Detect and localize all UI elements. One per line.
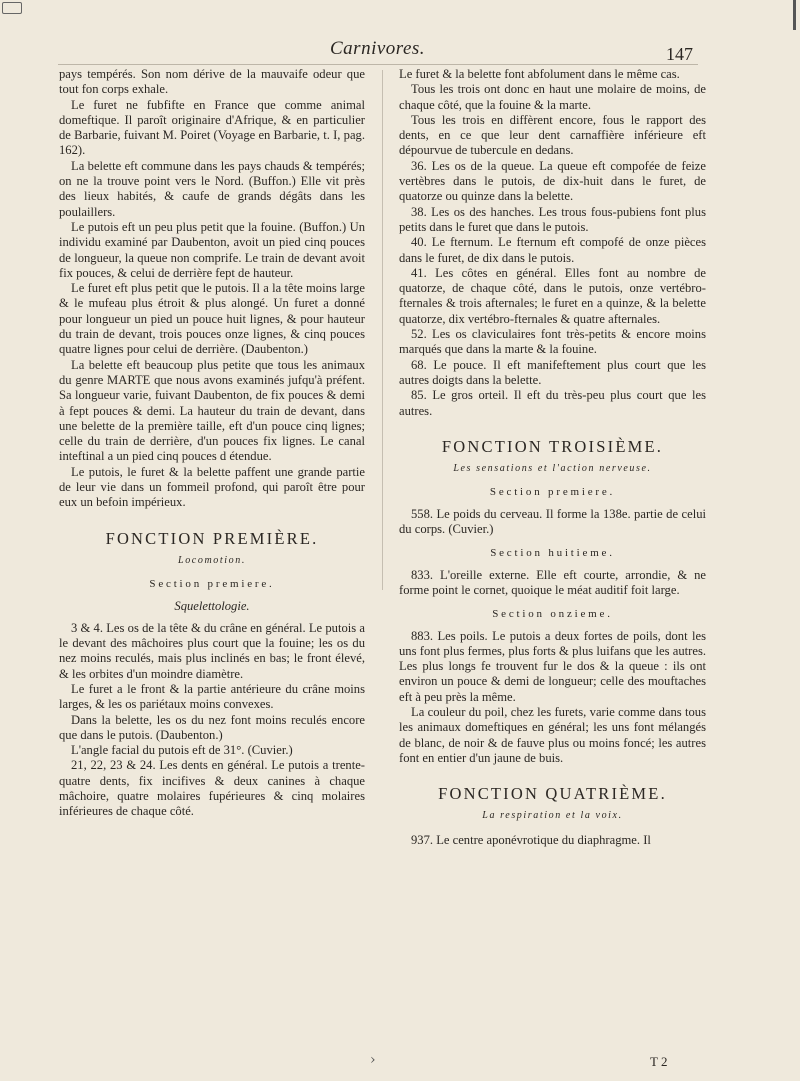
paragraph: Le furet & la belette font abfolument dans le même cas. — [399, 67, 680, 81]
section11-heading: Section onzieme. — [492, 608, 613, 621]
paragraph: 558. Le poids du cerveau. Il forme la 138e. partie de celui du corps. (Cuvier.) — [399, 506, 706, 537]
running-head: Carnivores. — [330, 38, 426, 59]
respiration-heading: La respiration et la voix. — [482, 810, 623, 822]
paragraph: 937. Le centre aponévrotique du diaphragme. Il — [411, 832, 651, 847]
scan-corner-icon — [0, 0, 26, 16]
subsection-heading: Squelettologie. — [174, 598, 250, 613]
paragraph: Tous les trois en diffèrent encore, fous le rapport des dents, en ce que leur dent carnaffière inférieure eft dépourvue de tubercule en dedans. — [399, 112, 706, 158]
page-number: 147 — [666, 44, 693, 64]
locomotion-heading: Locomotion. — [178, 554, 246, 566]
paragraph: 41. Les côtes en général. Elles font au nombre de quatorze, de chaque côté, dans le putois, onze vertébro-fternales & trois afternales; le furet en a quinze, & la belette quatorze, dix vertébro-fternales & quatre afternales. — [399, 265, 706, 326]
sensations-heading: Les sensations et l'action nerveuse. — [453, 463, 652, 475]
paragraph: Le putois eft un peu plus petit que la fouine. (Buffon.) Un individu examiné par Daubenton, avoit un pied cinq pouces de longueur, la queue non comprife. Le train de devant avoit fix pouces, & celui de derrière fept de hauteur. — [59, 219, 365, 280]
paragraph: Le furet a le front & la partie antérieure du crâne moins larges, & les os pariétaux moins convexes. — [59, 681, 365, 712]
paragraph: pays tempérés. Son nom dérive de la mauvaife odeur que tout fon corps exhale. — [59, 67, 365, 97]
paragraph: Le furet eft plus petit que le putois. Il a la tête moins large & le mufeau plus étroit & plus alongé. Un furet a donné pour longueur un pied un pouce huit lignes, & pour hauteur du train de devant, trois pouces onze lignes, & cinq pouces quatre lignes pour celui de derrière. (Daubenton.) — [59, 281, 365, 357]
scan-edge-mark — [793, 0, 796, 30]
paragraph: La belette eft commune dans les pays chauds & tempérés; on ne la trouve point vers le Nord. (Buffon.) Elle vit près des lieux habités, & caufe de grands dégâts dans les poulaillers. — [59, 158, 365, 219]
header-rule — [58, 64, 698, 65]
right-column — [399, 67, 706, 848]
paragraph: L'angle facial du putois eft de 31°. (Cuvier.) — [71, 743, 293, 758]
paragraph: 36. Les os de la queue. La queue eft compofée de feize vertèbres dans le putois, de dix-huit dans le furet, de quatorze ou quinze dans la belette. — [399, 158, 706, 204]
paragraph: La couleur du poil, chez les furets, varie comme dans tous les animaux domeftiques en général; les uns font mélangés de blanc, de noir & de fauve plus ou moins foncé; les autres font en entier d'un jaune de buis. — [399, 704, 706, 765]
paragraph: Le putois, le furet & la belette paffent une grande partie de leur vie dans un fommeil profond, qui paroît être pour eux un befoin impérieux. — [59, 464, 365, 510]
paragraph: 21, 22, 23 & 24. Les dents en général. Le putois a trente-quatre dents, fix incifives & deux canines à chaque mâchoire, quatre molaires fupérieures & cinq molaires inférieures de chaque côté. — [59, 758, 365, 819]
paragraph: 40. Le fternum. Le fternum eft compofé de onze pièces dans le furet, de dix dans le putois. — [399, 235, 706, 265]
paragraph: Le furet ne fubfifte en France que comme animal domeftique. Il paroît originaire d'Afrique, & en particulier de Barbarie, fuivant M. Poiret (Voyage en Barbarie, t. I, pag. 162). — [59, 97, 365, 158]
paragraph: 52. Les os claviculaires font très-petits & encore moins marqués que dans la marte & la fouine. — [399, 327, 706, 357]
section8-heading: Section huitieme. — [490, 547, 615, 560]
paragraph: 85. Le gros orteil. Il eft du très-peu plus court que les autres. — [399, 388, 706, 418]
paragraph: 68. Le pouce. Il eft manifeftement plus court que les autres doigts dans la belette. — [399, 357, 706, 387]
fonction-heading: FONCTION PREMIÈRE. — [105, 528, 319, 548]
paragraph: 833. L'oreille externe. Elle eft courte, arrondie, & ne forme point le cornet, quoique le méat auditif foit large. — [399, 567, 706, 597]
section1-heading: Section premiere. — [489, 486, 616, 499]
paragraph: 3 & 4. Les os de la tête & du crâne en général. Le putois a le devant des mâchoires plus court que la fouine; les os du nez moins reculés, mais plus inclinés en bas; le front élevé, & les orbites d'un moindre diamètre. — [59, 620, 365, 681]
paragraph: Dans la belette, les os du nez font moins reculés encore que dans le putois. (Daubenton.) — [59, 712, 365, 742]
paragraph: 883. Les poils. Le putois a deux fortes de poils, dont les uns font plus fermes, plus forts & plus luifans que les autres. Les plus longs fe trouvent fur le dos & la queue : ils ont environ un pouce & demi de longueur; celle des mouftaches eft à peu près la même. — [399, 628, 706, 704]
paragraph: Tous les trois ont donc en haut une molaire de moins, de chaque côté, que la fouine & la marte. — [399, 82, 706, 112]
paragraph: La belette eft beaucoup plus petite que tous les animaux du genre MARTE que nous avons examinés jufqu'à préfent. Sa longueur varie, fuivant Daubenton, de fix pouces & demi à fept pouces & demi. La hauteur du train de devant, dans une belette de la première taille, eft d'un pouce cinq lignes; celle du train de derrière, d'un pouces fix lignes. Le canal inteftinal a un pied cinq pouces d étendue. — [59, 357, 365, 464]
fonction3-heading: FONCTION TROISIÈME. — [441, 436, 664, 456]
signature-mark: T 2 — [650, 1054, 668, 1069]
left-column — [59, 67, 365, 820]
margin-bracket-icon: › — [370, 1052, 376, 1068]
paragraph: 38. Les os des hanches. Les trous fous-pubiens font plus petits dans le furet que dans le putois. — [399, 204, 706, 234]
section-heading: Section premiere. — [149, 578, 275, 591]
column-divider — [382, 70, 383, 590]
fonction4-heading: FONCTION QUATRIÈME. — [438, 784, 667, 804]
